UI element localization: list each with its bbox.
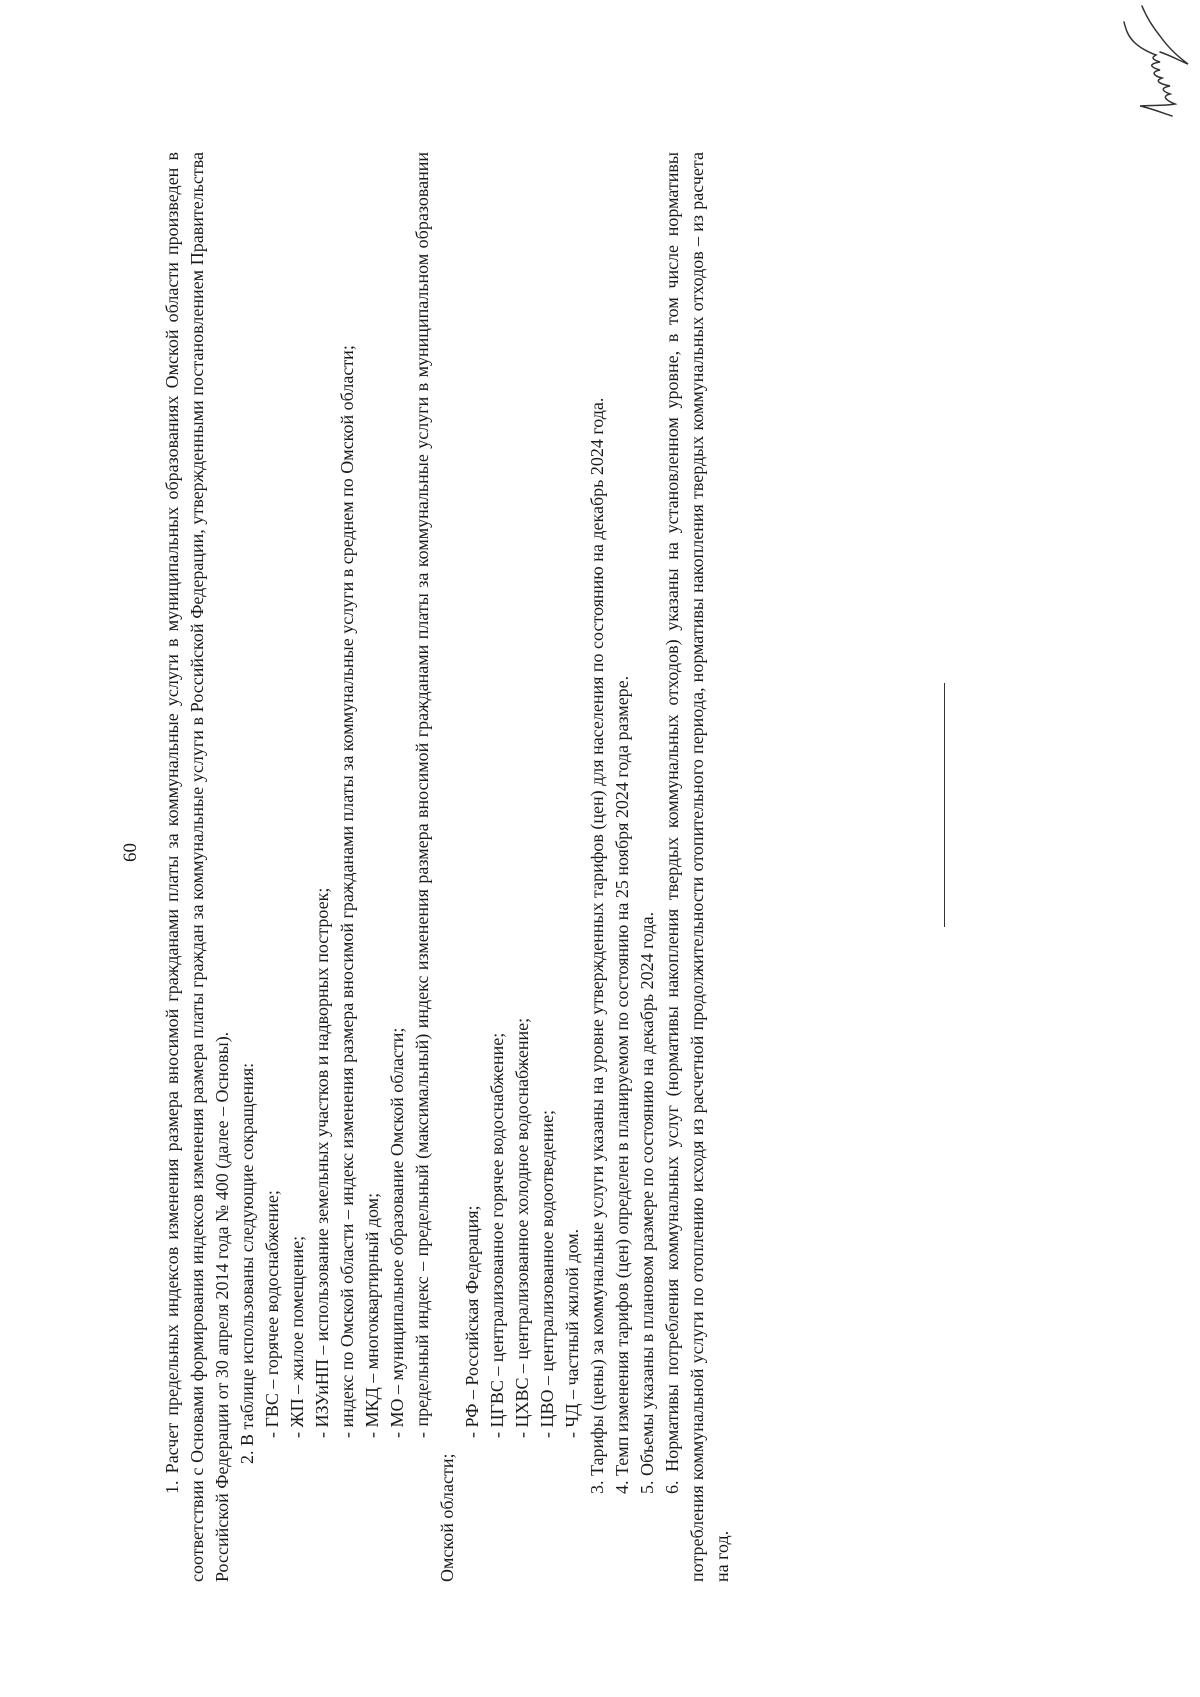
paragraph-2: 2. В таблице использованы следующие сокращения: (237, 1062, 257, 1464)
abbr-gvs: - ГВС – горячее водоснабжение; (262, 1190, 282, 1438)
page-number: 60 (120, 843, 141, 862)
abbr-cvo: - ЦВО – централизованное водоотведение; (537, 1109, 557, 1438)
abbr-chvs: - ЦХВС – централизованное холодное водоснабжение; (512, 1017, 532, 1438)
abbr-chd: - ЧД – частный жилой дом. (562, 1228, 582, 1438)
paragraph-1: 1. Расчет предельных индексов изменения размера вносимой гражданами платы за коммунальные услуги в муниципальных образованиях Омской области произведен в соответствии с Основами формирования индексов изменения размера платы граждан за коммунальные услуги в Российской Федерации, утвержденными постановлением Правительства Российской Федерации от 30 апреля 2014 года № 400 (далее – Основы). (162, 152, 232, 1582)
abbr-predel-index: - предельный индекс – предельный (максимальный) индекс изменения размера вносимой гражданами платы за коммунальные услуги в муниципальном образовании Омской области; (412, 152, 457, 1582)
paragraph-6: 6. Нормативы потребления коммунальных услуг (нормативы накопления твердых коммунальных отходов) указаны на установленном уровне, в том числе нормативы потребления коммунальной услуги по отоплению исходя из расчетной продолжительности отопительного периода, нормативы накопления твердых коммунальных отходов – из расчета на год. (662, 152, 732, 1582)
paragraph-3: 3. Тарифы (цены) за коммунальные услуги указаны на уровне утвержденных тарифов (цен) для населения по состоянию на декабрь 2024 года. (587, 397, 607, 1494)
abbr-cgvs: - ЦГВС – централизованное горячее водоснабжение; (487, 1032, 507, 1438)
paragraph-5: 5. Объемы указаны в плановом размере по состоянию на декабрь 2024 года. (637, 911, 657, 1494)
separator-line (944, 683, 945, 927)
abbr-izuinp: - ИЗУиНП – использование земельных участков и надворных построек; (312, 887, 332, 1438)
abbr-mkd: - МКД – многоквартирный дом; (362, 1192, 382, 1438)
abbr-mo: - МО – муниципальное образование Омской области; (387, 1027, 407, 1438)
abbr-rf: - РФ – Российская Федерация; (462, 1205, 482, 1438)
signature-mark (1120, 2, 1190, 122)
abbr-index-omsk: - индекс по Омской области – индекс изменения размера вносимой гражданами платы за коммунальные услуги в среднем по Омской области; (337, 345, 357, 1438)
abbr-zhp: - ЖП – жилое помещение; (287, 1235, 307, 1438)
paragraph-4: 4. Темп изменения тарифов (цен) определен в планируемом по состоянию на 25 ноября 2024 года размере. (612, 675, 632, 1494)
document-body (160, 152, 735, 1582)
